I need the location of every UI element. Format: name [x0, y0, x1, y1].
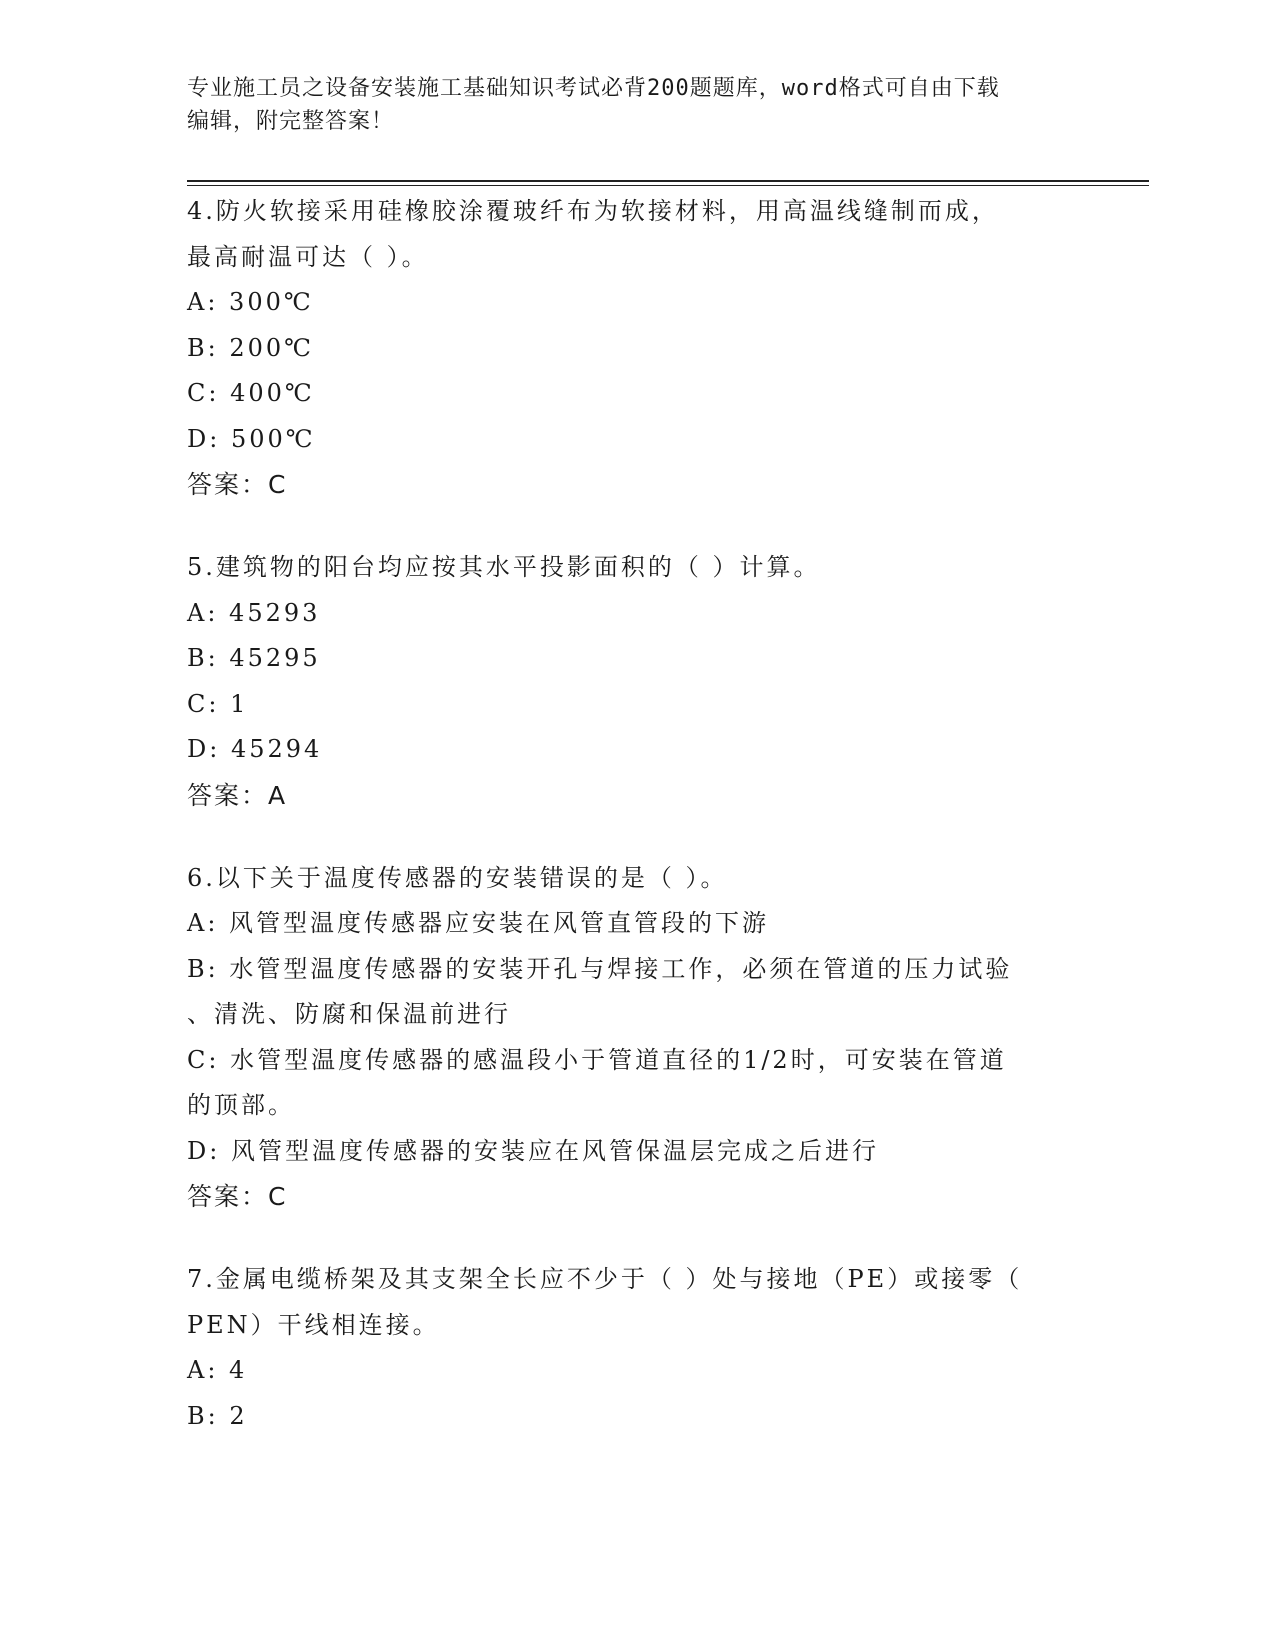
answer [187, 1174, 1087, 1219]
question-stem-line1: 7.金属电缆桥架及其支架全长应不少于（ ）处与接地（PE）或接零（ [187, 1265, 1023, 1293]
option-b: B: 200℃ [187, 333, 315, 362]
question-stem-line2: 最高耐温可达（ ）。 [187, 242, 429, 271]
header-divider-thick [187, 180, 1149, 182]
answer-label: 答案： [187, 1182, 269, 1211]
answer-label: 答案： [187, 470, 269, 499]
option-b-line1: B: 水管型温度传感器的安装开孔与焊接工作，必须在管道的压力试验 [187, 954, 1013, 983]
question-stem-line1: 6.以下关于温度传感器的安装错误的是（ ）。 [187, 863, 728, 892]
document-header [187, 72, 1087, 138]
option-b: B: 2 [187, 1401, 248, 1430]
question-stem-line1: 4.防火软接采用硅橡胶涂覆玻纤布为软接材料，用高温线缝制而成， [187, 197, 999, 225]
option-a: A: 风管型温度传感器应安装在风管直管段的下游 [187, 909, 770, 937]
question-stem-line1: 5.建筑物的阳台均应按其水平投影面积的（ ）计算。 [187, 553, 821, 581]
option-b: B: 45295 [187, 644, 321, 672]
question-6 [187, 856, 1087, 1220]
option-a: A: 45293 [187, 598, 321, 627]
answer [187, 773, 1087, 818]
answer-label: 答案： [187, 780, 269, 810]
header-divider-thin [187, 185, 1149, 186]
option-c: C: 400℃ [187, 379, 315, 407]
question-5 [187, 545, 1087, 818]
header-title-line1: 专业施工员之设备安装施工基础知识考试必背200题题库，word格式可自由下载 [187, 76, 1000, 101]
option-a: A: 300℃ [187, 288, 314, 316]
question-7 [187, 1257, 1087, 1439]
answer-value: A [268, 780, 287, 810]
option-d: D: 500℃ [187, 424, 316, 453]
question-list [187, 189, 1087, 1477]
answer-value: C [268, 1182, 287, 1211]
option-c-line1: C: 水管型温度传感器的感温段小于管道直径的1/2时，可安装在管道 [187, 1045, 1007, 1074]
option-d: D: 风管型温度传感器的安装应在风管保温层完成之后进行 [187, 1136, 879, 1165]
header-title-line2: 编辑，附完整答案！ [187, 109, 395, 134]
option-b-line2: 、清洗、防腐和保温前进行 [187, 1000, 511, 1028]
answer [187, 462, 1087, 507]
question-stem-line2: PEN）干线相连接。 [187, 1310, 440, 1339]
answer-value: C [268, 470, 287, 499]
option-c: C: 1 [187, 689, 249, 718]
option-a: A: 4 [187, 1356, 248, 1384]
question-4 [187, 189, 1087, 507]
option-c-line2: 的顶部。 [187, 1091, 295, 1119]
option-d: D: 45294 [187, 735, 323, 763]
